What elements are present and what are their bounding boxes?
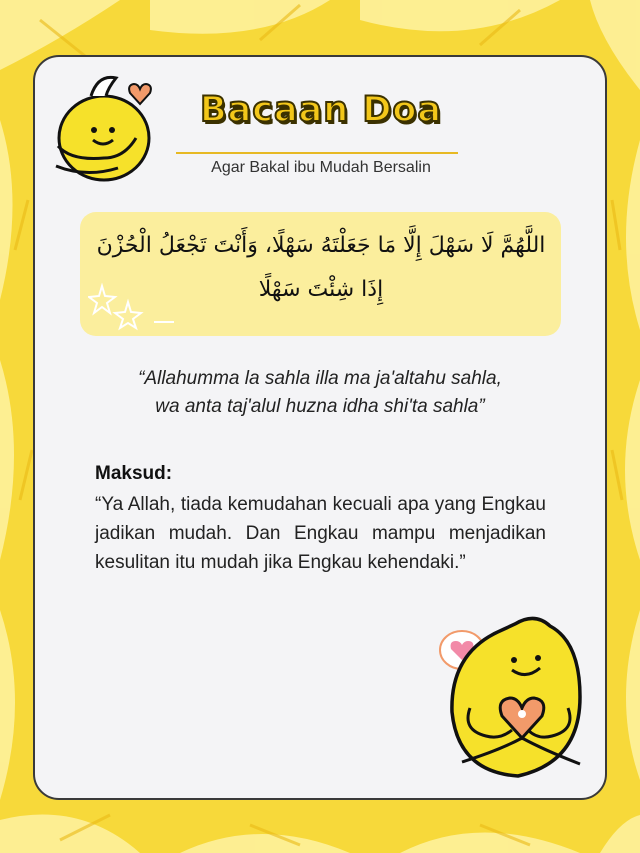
- transliteration-line-1: “Allahumma la sahla illa ma ja'altahu sahla,: [138, 368, 502, 389]
- lemon-heart-mascot-icon: [440, 612, 590, 790]
- transliteration: [60, 365, 580, 421]
- sparkle-stars-icon: [88, 282, 183, 332]
- maksud-text: “Ya Allah, tiada kemudahan kecuali apa yang Engkau jadikan mudah. Dan Engkau mampu menjadikan kesulitan itu mudah jika Engkau kehendaki.”: [95, 494, 546, 573]
- heart-icon: [127, 82, 153, 106]
- transliteration-line-2: wa anta taj'alul huzna idha shi'ta sahla”: [155, 396, 485, 417]
- title-divider: [176, 152, 458, 154]
- page-subtitle: Agar Bakal ibu Mudah Bersalin: [211, 159, 431, 176]
- maksud-label: Maksud:: [95, 463, 173, 484]
- arabic-doa-text: اللَّهُمَّ لَا سَهْلَ إِلَّا مَا جَعَلْتَهُ سَهْلًا، وَأَنْتَ تَجْعَلُ الْحُزْنَ إِذَا شِئْتَ سَهْلًا: [96, 233, 546, 302]
- page-title: Bacaan Doa: [199, 90, 443, 130]
